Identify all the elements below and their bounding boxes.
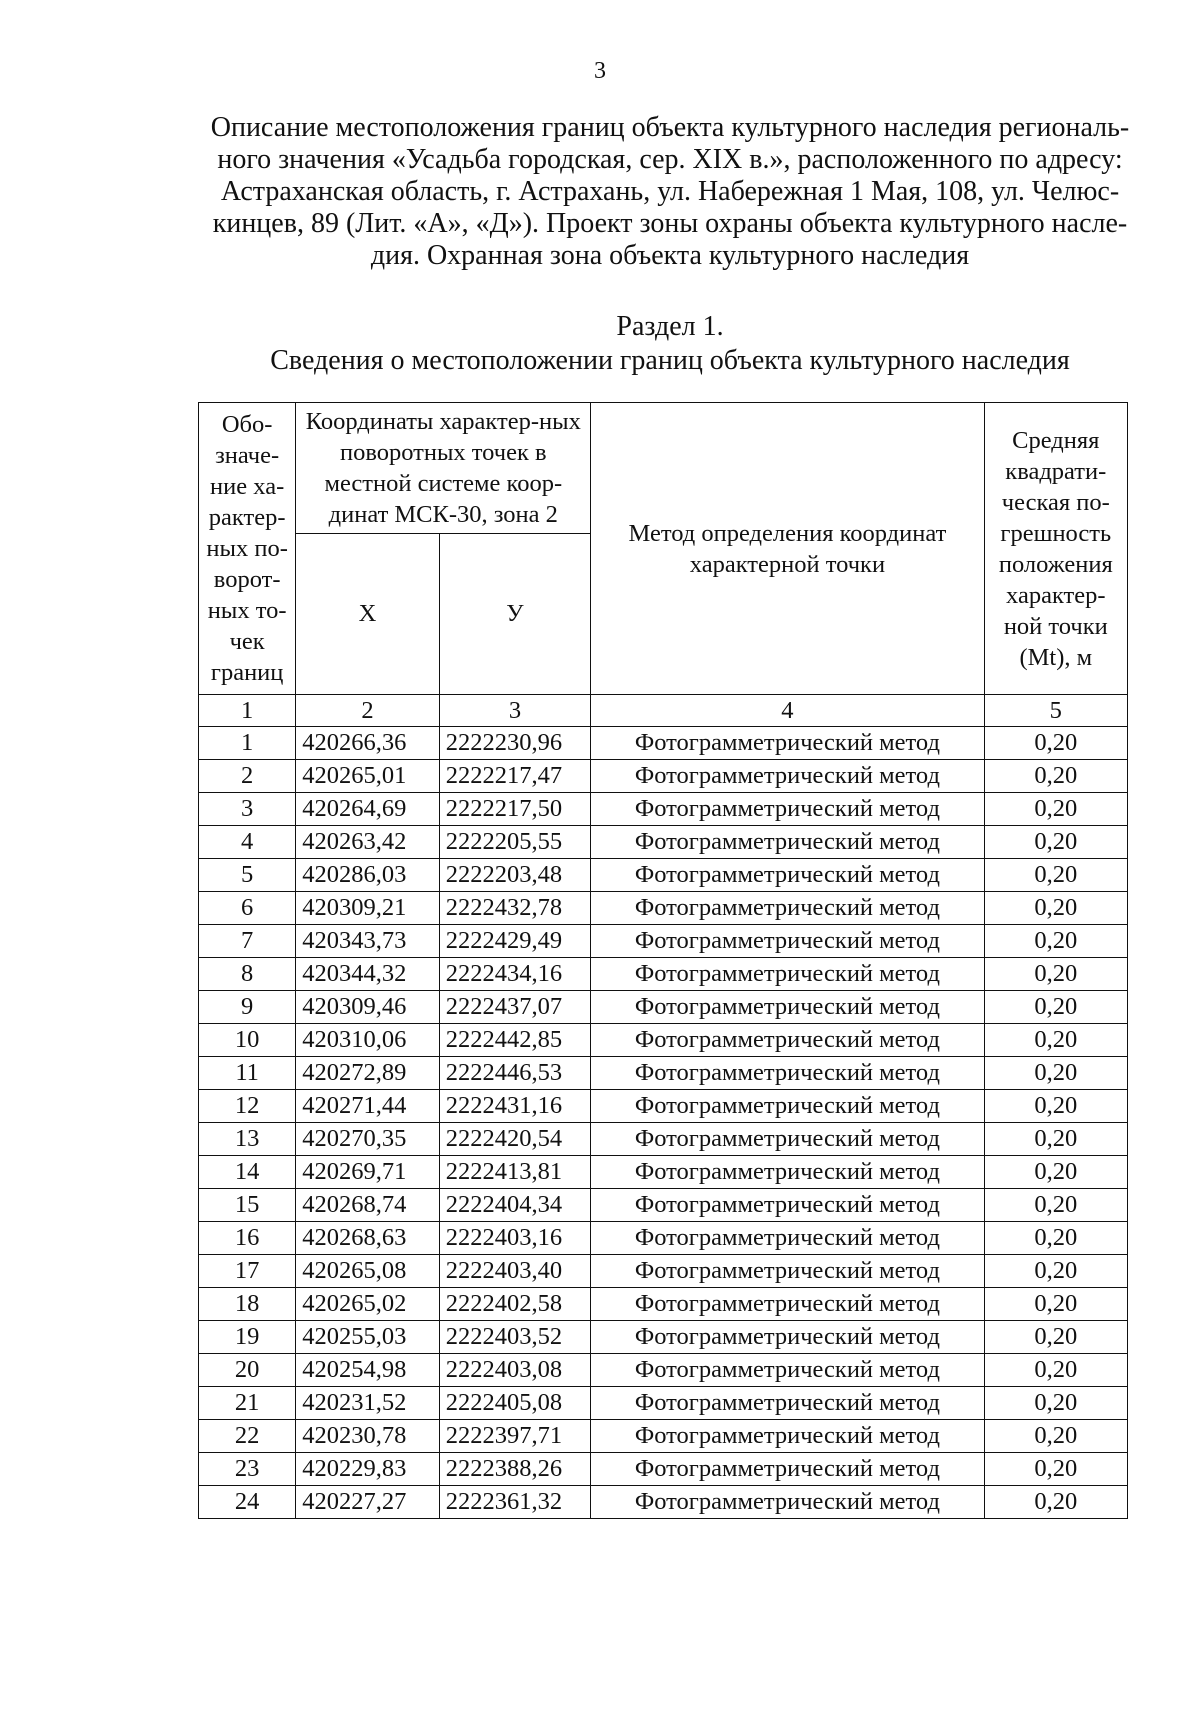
cell-method: Фотограмметрический метод — [591, 793, 984, 826]
cell-x: 420230,78 — [296, 1420, 439, 1453]
table-row — [199, 1354, 1128, 1387]
cell-point-number: 22 — [199, 1420, 296, 1453]
cell-x: 420265,02 — [296, 1288, 439, 1321]
coordinates-table — [198, 402, 1128, 1519]
section-title: Сведения о местоположении границ объекта культурного наследия — [270, 345, 1070, 376]
cell-y: 2222437,07 — [439, 991, 591, 1024]
cell-method: Фотограмметрический метод — [591, 1354, 984, 1387]
cell-y: 2222413,81 — [439, 1156, 591, 1189]
cell-x: 420265,08 — [296, 1255, 439, 1288]
heading-line: ного значения «Усадьба городская, сер. XIX в.», расположенного по адресу: — [217, 144, 1123, 175]
heading-line: Описание местоположения границ объекта культурного наследия региональ- — [210, 112, 1130, 143]
cell-mt: 0,20 — [984, 892, 1127, 925]
cell-point-number: 14 — [199, 1156, 296, 1189]
column-number: 5 — [984, 695, 1127, 727]
heading-line: дия. Охранная зона объекта культурного наследия — [370, 240, 970, 271]
cell-point-number: 2 — [199, 760, 296, 793]
cell-method: Фотограмметрический метод — [591, 826, 984, 859]
header-coordinates: Координаты характер-ных поворотных точек в местной системе коор-динат МСК-30, зона 2 — [296, 403, 591, 534]
cell-method: Фотограмметрический метод — [591, 1189, 984, 1222]
cell-point-number: 11 — [199, 1057, 296, 1090]
cell-x: 420310,06 — [296, 1024, 439, 1057]
cell-method: Фотограмметрический метод — [591, 1123, 984, 1156]
cell-mt: 0,20 — [984, 1453, 1127, 1486]
cell-point-number: 23 — [199, 1453, 296, 1486]
table-row — [199, 1090, 1128, 1123]
table-row — [199, 1420, 1128, 1453]
table-row — [199, 1321, 1128, 1354]
cell-x: 420264,69 — [296, 793, 439, 826]
cell-point-number: 20 — [199, 1354, 296, 1387]
cell-x: 420343,73 — [296, 925, 439, 958]
cell-mt: 0,20 — [984, 1024, 1127, 1057]
table-row — [199, 1057, 1128, 1090]
cell-y: 2222434,16 — [439, 958, 591, 991]
cell-point-number: 17 — [199, 1255, 296, 1288]
table-row — [199, 958, 1128, 991]
cell-mt: 0,20 — [984, 760, 1127, 793]
cell-y: 2222442,85 — [439, 1024, 591, 1057]
cell-mt: 0,20 — [984, 1255, 1127, 1288]
table-row — [199, 892, 1128, 925]
heading-line: Астраханская область, г. Астрахань, ул. Набережная 1 Мая, 108, ул. Челюс- — [220, 176, 1120, 207]
table-row — [199, 1486, 1128, 1519]
cell-y: 2222431,16 — [439, 1090, 591, 1123]
cell-x: 420255,03 — [296, 1321, 439, 1354]
cell-y: 2222404,34 — [439, 1189, 591, 1222]
cell-y: 2222403,08 — [439, 1354, 591, 1387]
table-row — [199, 925, 1128, 958]
cell-point-number: 3 — [199, 793, 296, 826]
table-row — [199, 1387, 1128, 1420]
column-number: 4 — [591, 695, 984, 727]
cell-method: Фотограмметрический метод — [591, 1057, 984, 1090]
cell-y: 2222230,96 — [439, 727, 591, 760]
header-mean-square-error: Средняя квадрати-ческая по-грешность положения характер-ной точки (Mt), м — [984, 403, 1127, 695]
cell-mt: 0,20 — [984, 1123, 1127, 1156]
cell-mt: 0,20 — [984, 925, 1127, 958]
cell-y: 2222397,71 — [439, 1420, 591, 1453]
cell-x: 420270,35 — [296, 1123, 439, 1156]
cell-y: 2222361,32 — [439, 1486, 591, 1519]
cell-y: 2222429,49 — [439, 925, 591, 958]
cell-mt: 0,20 — [984, 1189, 1127, 1222]
cell-method: Фотограмметрический метод — [591, 1090, 984, 1123]
cell-method: Фотограмметрический метод — [591, 1321, 984, 1354]
cell-x: 420268,63 — [296, 1222, 439, 1255]
cell-method: Фотограмметрический метод — [591, 1420, 984, 1453]
header-point-designation: Обо-значе-ние ха-рактер-ных по-ворот-ных то-чек границ — [199, 403, 296, 695]
cell-x: 420271,44 — [296, 1090, 439, 1123]
cell-mt: 0,20 — [984, 1486, 1127, 1519]
column-number: 1 — [199, 695, 296, 727]
table-row — [199, 1255, 1128, 1288]
table-row — [199, 760, 1128, 793]
cell-method: Фотограмметрический метод — [591, 925, 984, 958]
table-row — [199, 1453, 1128, 1486]
cell-mt: 0,20 — [984, 991, 1127, 1024]
cell-y: 2222405,08 — [439, 1387, 591, 1420]
cell-point-number: 5 — [199, 859, 296, 892]
table-row — [199, 1024, 1128, 1057]
cell-x: 420269,71 — [296, 1156, 439, 1189]
cell-point-number: 12 — [199, 1090, 296, 1123]
cell-y: 2222205,55 — [439, 826, 591, 859]
table-row — [199, 1222, 1128, 1255]
cell-point-number: 24 — [199, 1486, 296, 1519]
cell-x: 420272,89 — [296, 1057, 439, 1090]
cell-method: Фотограмметрический метод — [591, 1486, 984, 1519]
page-number: 3 — [594, 58, 606, 84]
cell-method: Фотограмметрический метод — [591, 1156, 984, 1189]
cell-mt: 0,20 — [984, 1321, 1127, 1354]
header-x: X — [296, 534, 439, 695]
cell-point-number: 13 — [199, 1123, 296, 1156]
cell-point-number: 8 — [199, 958, 296, 991]
cell-point-number: 21 — [199, 1387, 296, 1420]
cell-point-number: 18 — [199, 1288, 296, 1321]
table-row — [199, 859, 1128, 892]
cell-y: 2222432,78 — [439, 892, 591, 925]
cell-method: Фотограмметрический метод — [591, 1222, 984, 1255]
table-row — [199, 1288, 1128, 1321]
header-method: Метод определения координат характерной точки — [591, 403, 984, 695]
cell-mt: 0,20 — [984, 1288, 1127, 1321]
header-y: У — [439, 534, 591, 695]
table-row — [199, 1189, 1128, 1222]
cell-x: 420266,36 — [296, 727, 439, 760]
table-row — [199, 1123, 1128, 1156]
cell-method: Фотограмметрический метод — [591, 1024, 984, 1057]
cell-point-number: 1 — [199, 727, 296, 760]
cell-method: Фотограмметрический метод — [591, 727, 984, 760]
table-row — [199, 826, 1128, 859]
cell-x: 420344,32 — [296, 958, 439, 991]
cell-y: 2222403,52 — [439, 1321, 591, 1354]
heading-line: кинцев, 89 (Лит. «А», «Д»). Проект зоны охраны объекта культурного насле- — [212, 208, 1128, 239]
cell-point-number: 10 — [199, 1024, 296, 1057]
cell-x: 420254,98 — [296, 1354, 439, 1387]
cell-y: 2222388,26 — [439, 1453, 591, 1486]
cell-mt: 0,20 — [984, 1420, 1127, 1453]
cell-mt: 0,20 — [984, 1222, 1127, 1255]
section-header — [190, 310, 1150, 378]
cell-point-number: 16 — [199, 1222, 296, 1255]
cell-method: Фотограмметрический метод — [591, 991, 984, 1024]
cell-point-number: 7 — [199, 925, 296, 958]
cell-x: 420309,21 — [296, 892, 439, 925]
cell-y: 2222217,50 — [439, 793, 591, 826]
cell-mt: 0,20 — [984, 1090, 1127, 1123]
cell-method: Фотограмметрический метод — [591, 1387, 984, 1420]
cell-method: Фотограмметрический метод — [591, 1288, 984, 1321]
cell-y: 2222446,53 — [439, 1057, 591, 1090]
table-row — [199, 991, 1128, 1024]
cell-mt: 0,20 — [984, 1156, 1127, 1189]
cell-mt: 0,20 — [984, 958, 1127, 991]
table-row — [199, 727, 1128, 760]
table-header-row — [199, 403, 1128, 534]
cell-x: 420229,83 — [296, 1453, 439, 1486]
cell-y: 2222403,16 — [439, 1222, 591, 1255]
cell-x: 420309,46 — [296, 991, 439, 1024]
cell-mt: 0,20 — [984, 859, 1127, 892]
cell-y: 2222420,54 — [439, 1123, 591, 1156]
cell-x: 420227,27 — [296, 1486, 439, 1519]
cell-method: Фотограмметрический метод — [591, 760, 984, 793]
cell-x: 420268,74 — [296, 1189, 439, 1222]
cell-point-number: 4 — [199, 826, 296, 859]
cell-mt: 0,20 — [984, 1057, 1127, 1090]
cell-x: 420265,01 — [296, 760, 439, 793]
cell-y: 2222217,47 — [439, 760, 591, 793]
cell-y: 2222402,58 — [439, 1288, 591, 1321]
table-row — [199, 793, 1128, 826]
cell-mt: 0,20 — [984, 727, 1127, 760]
column-number: 2 — [296, 695, 439, 727]
cell-x: 420231,52 — [296, 1387, 439, 1420]
column-number: 3 — [439, 695, 591, 727]
cell-x: 420286,03 — [296, 859, 439, 892]
cell-point-number: 6 — [199, 892, 296, 925]
cell-y: 2222203,48 — [439, 859, 591, 892]
cell-y: 2222403,40 — [439, 1255, 591, 1288]
cell-method: Фотограмметрический метод — [591, 1255, 984, 1288]
cell-mt: 0,20 — [984, 793, 1127, 826]
cell-mt: 0,20 — [984, 826, 1127, 859]
cell-point-number: 15 — [199, 1189, 296, 1222]
cell-point-number: 19 — [199, 1321, 296, 1354]
document-heading — [190, 112, 1150, 272]
cell-x: 420263,42 — [296, 826, 439, 859]
cell-method: Фотограмметрический метод — [591, 1453, 984, 1486]
cell-method: Фотограмметрический метод — [591, 892, 984, 925]
column-number-row — [199, 695, 1128, 727]
cell-mt: 0,20 — [984, 1387, 1127, 1420]
table-row — [199, 1156, 1128, 1189]
cell-point-number: 9 — [199, 991, 296, 1024]
section-label: Раздел 1. — [616, 311, 724, 342]
cell-method: Фотограмметрический метод — [591, 958, 984, 991]
cell-method: Фотограмметрический метод — [591, 859, 984, 892]
cell-mt: 0,20 — [984, 1354, 1127, 1387]
